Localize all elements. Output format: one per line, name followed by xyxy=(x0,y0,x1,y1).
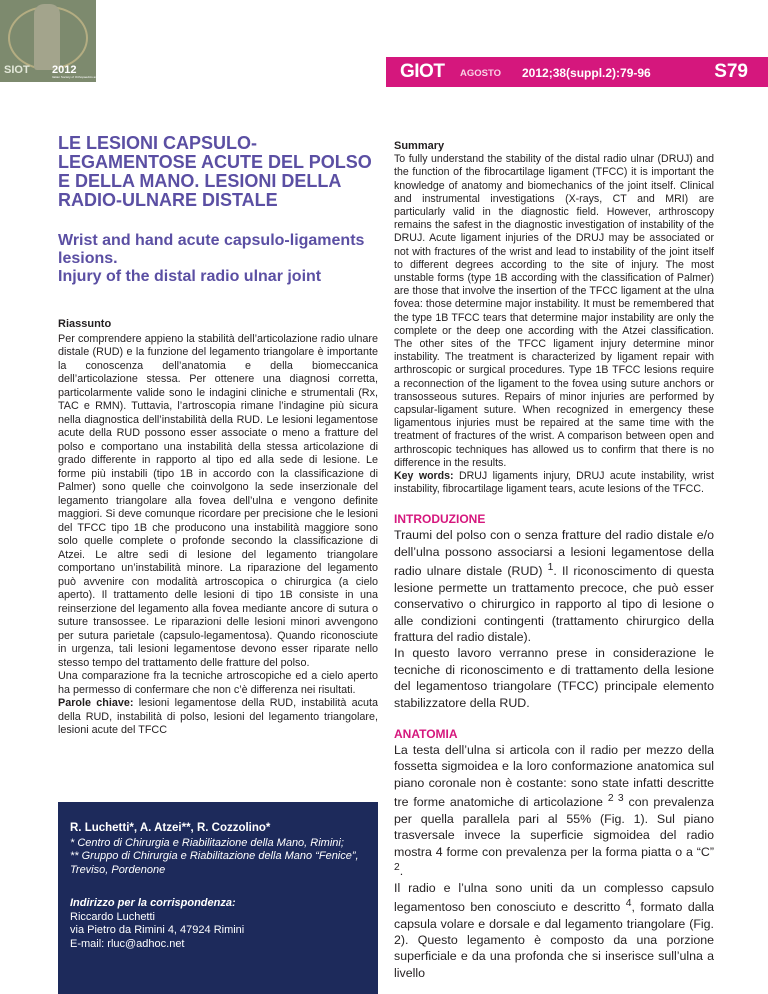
logo-year: 2012 xyxy=(52,64,77,76)
summary-body: To fully understand the stability of the distal radio ulnar (DRUJ) and the function of the fibrocartilage ligament (TFCC) it is important the knowledge of anatomy and biomechanics of the joint itself. Clinical and instrumental investigations (X-rays, CT and MRI) are particularly valid in the diagnostic field. However, arthroscopy remains the safest in the diagnostic investigation of instability of the DRUJ. Acute ligament injuries of the DRUJ may be associated or not with fractures of the wrist and lead to instability of the joint itself to different degrees according to the site of injury. The most unstable forms (type 1B according with the classification of Palmer) are those that involve the insertion of the TFCC ligament at the ulna fovea: those determine major instability. It must be remembered that the type 1B TFCC tears that determine major instability are only the complete or the deep one according with the Atzei classification. The other sites of the TFCC ligament injury determine minor instability. The treatment is characterized by ligament repair with arthroscopic or surgical procedures. Type 1B TFCC lesions require a reconnection of the ligament to the fovea using suture anchors or transosseous sutures. Repairs of minor injuries are performed by capsular-ligament suture. When recognized in emergency these ligamentous injuries must be repaired at the same time with the treatment of fractures of the wrist. A comparison between open and arthroscopic techniques has allowed us to confirm that there is no difference in the results. xyxy=(394,153,714,469)
introduzione-paragraph-2: In questo lavoro verranno prese in considerazione le tecniche di riconoscimento e di trattamento della lesione del legamentoso triangolare (TFCC) principale elemento stabilizzatore della RUD. xyxy=(394,646,714,710)
riassunto-keywords xyxy=(58,697,378,738)
correspondence-name: Riccardo Luchetti xyxy=(70,910,155,923)
correspondence-address: via Pietro da Rimini 4, 47924 Rimini xyxy=(70,924,245,936)
article-title: LE LESIONI CAPSULO-LEGAMENTOSE ACUTE DEL POLSO E DELLA MANO. LESIONI DELLA RADIO-ULNARE DISTALE xyxy=(58,133,372,210)
article-subtitle xyxy=(58,232,378,286)
journal-volume: 2012;38(suppl.2):79-96 xyxy=(522,66,651,80)
statue-emblem xyxy=(34,4,60,70)
anatomia-paragraph-2 xyxy=(394,880,714,982)
riassunto-section xyxy=(58,318,378,738)
anatomia-p2-text: Il radio e l’ulna sono uniti da un complesso capsulo legamentoso ben conosciuto e descritto xyxy=(394,880,714,915)
page-number: S79 xyxy=(714,61,748,82)
riassunto-paragraph-2: Una comparazione fra la tecniche artroscopiche ed a cielo aperto ha permesso di confermare che non c’è differenza nei risultati. xyxy=(58,670,378,696)
introduzione-section xyxy=(394,512,714,711)
riassunto-keywords-text: lesioni legamentose della RUD, instabilità acuta della RUD, instabilità di polso, lesioni del legamento triangolare, lesioni acute del TFCC xyxy=(58,697,378,736)
anatomia-p2-text-2: , formato dalla capsula volare e dorsale e dal legamento triangolare (Fig. 2). Questo legamento è composto da una porzione superficiale e da una profonda che si inserisce sull’ulna a livello xyxy=(394,900,714,980)
subtitle-line-1: Wrist and hand acute capsulo-ligaments lesions. xyxy=(58,232,365,267)
summary-keywords-text: DRUJ ligaments injury, DRUJ acute instability, wrist instability, fibrocartilage ligament tears, acute lesions of the TFCC. xyxy=(394,470,715,496)
citation-ref: 2 xyxy=(394,862,400,874)
anatomia-heading: ANATOMIA xyxy=(394,727,458,742)
logo-name: SIOT xyxy=(4,64,30,76)
journal-month: AGOSTO xyxy=(460,68,501,79)
correspondence-email[interactable]: E-mail: rluc@adhoc.net xyxy=(70,937,185,950)
summary-heading: Summary xyxy=(394,140,445,152)
anatomia-p1-text: La testa dell’ulna si articola con il radio per mezzo della fossetta sigmoidea e la loro conformazione anatomica sul piano coronale non è costante: sono state infatti descritte tre forme anatomiche di articolazione xyxy=(394,743,714,810)
affiliation-1: * Centro di Chirurgia e Riabilitazione della Mano, Rimini; xyxy=(70,836,344,849)
affiliation-2: ** Gruppo di Chirurgia e Riabilitazione della Mano “Fenice”, Treviso, Pordenone xyxy=(70,850,359,876)
riassunto-paragraph-1: Per comprendere appieno la stabilità dell’articolazione radio ulnare distale (RUD) e la funzione del legamento triangolare è importante la conoscenza dell’anatomia e della biomeccanica dell’articolazione stessa. Per ottenere una diagnosi corretta, particolarmente valide sono le indagini cliniche e strumentali (Rx, TAC e RMN). Tuttavia, l’artroscopia rimane l’indagine più sicura nella diagnostica dell’instabilità della RUD. Le lesioni legamentose acute della RUD possono esser associate o meno a fratture del polso e comportano una instabilità della stessa articolazione di grado differente in rapporto al tipo ed alla sede di lesione. Le forme più instabili (tipo 1B in accordo con la classificazione di Palmer) sono quelle che coinvolgono la sede inserzionale del legamento triangolare alla fovea dell’ulna e vengono definite maggiori. Si deve comunque ricordare per precisione che le lesioni del TFCC tipo 1B che producono una instabilità maggiore sono solo quelle complete o profonde secondo la classificazione di Atzei. Le altre sedi di lesione del legamento triangolare comportano un’instabilità minore. La riparazione del legamento può avvenire con modalità artroscopica o chirurgica (a cielo aperto). Il trattamento delle lesioni di tipo 1B consiste in una reinserzione del legamento alla fovea mediante ancore di sutura o suture transossee. Le riparazioni delle lesioni minori avvengono per sutura parietale (capsulo-legamentosa). Quando riconosciute in urgenza, tali lesioni legamentose devono esser riparate nello stesso tempo del trattamento delle fratture del polso. xyxy=(58,332,378,669)
subtitle-line-2: Injury of the distal radio ulnar joint xyxy=(58,268,322,285)
journal-name: GIOT xyxy=(400,61,445,82)
summary-section xyxy=(394,140,714,496)
riassunto-heading: Riassunto xyxy=(58,318,112,330)
summary-keywords-label: Key words: xyxy=(394,470,454,483)
author-info-box xyxy=(58,802,378,994)
anatomia-p1-text-3: . xyxy=(399,864,404,879)
riassunto-keywords-label: Parole chiave: xyxy=(58,697,134,709)
correspondence-heading: Indirizzo per la corrispondenza: xyxy=(70,897,236,909)
right-column xyxy=(394,140,714,981)
citation-ref: 1 xyxy=(547,562,554,574)
logo-subtext: Italian Society of Orthopaedics and Traumatology xyxy=(52,75,118,79)
journal-header-bar xyxy=(386,57,768,87)
introduzione-heading: INTRODUZIONE xyxy=(394,512,486,527)
society-logo xyxy=(0,0,118,82)
anatomia-paragraph-1 xyxy=(394,742,714,880)
introduzione-paragraph-1 xyxy=(394,527,714,645)
citation-ref: 4 xyxy=(625,897,632,909)
citation-ref: 2 3 xyxy=(607,793,624,805)
summary-keywords xyxy=(394,470,714,496)
anatomia-section xyxy=(394,727,714,981)
anatomia-p1-text-2: con prevalenza per quella parallela pari al 55% (Fig. 1). Sul piano trasversale invece la superficie sigmoidea del radio mostra 4 forme con prevalenza per la forma piatta o a “C” xyxy=(394,795,715,859)
author-names: R. Luchetti*, A. Atzei**, R. Cozzolino* xyxy=(70,822,271,834)
intro-p1-text-2: . Il riconoscimento di questa lesione permette un trattamento precoce, che può esser conservativo o chirurgico in rapporto al tipo di lesione o alle condizioni contingenti (trattamento chirurgico della frattura del radio distale). xyxy=(394,564,714,645)
intro-p1-text: Traumi del polso con o senza fratture del radio distale e/o dell’ulna possono associarsi a lesioni legamentose della radio ulnare distale (RUD) xyxy=(394,528,714,579)
